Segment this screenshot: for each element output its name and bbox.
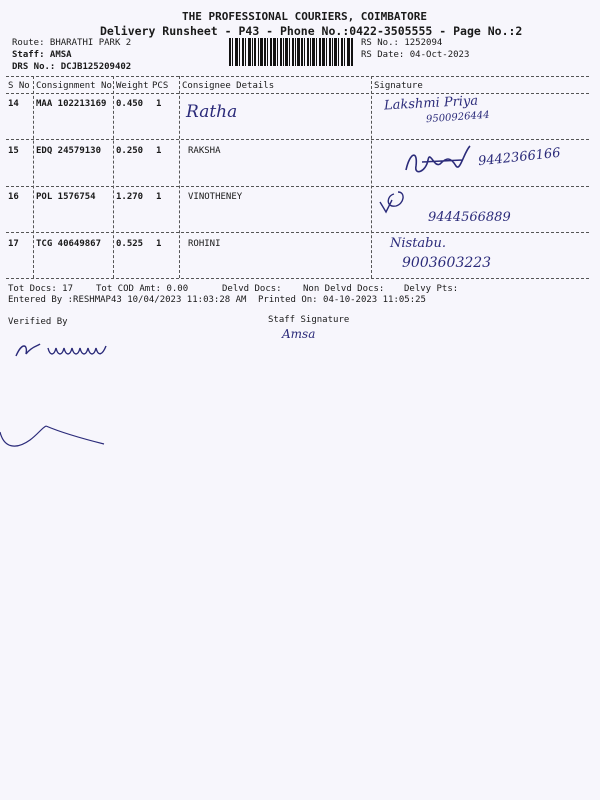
row-consignment: POL 1576754 — [36, 192, 96, 202]
row-consignee: ROHINI — [188, 239, 221, 249]
row-consignment: TCG 40649867 — [36, 239, 102, 249]
col-divider — [113, 76, 114, 278]
row-pcs: 1 — [156, 146, 162, 156]
col-header-weight: Weight — [116, 81, 149, 91]
verifier-signature — [12, 334, 116, 364]
signature-phone: 9003603223 — [402, 255, 492, 271]
row-pcs: 1 — [156, 239, 162, 249]
col-header-consignment: Consignment No — [36, 81, 112, 91]
row-weight: 0.525 — [116, 239, 144, 249]
row-consignee: VINOTHENEY — [188, 192, 243, 202]
signature-name: Nistabu. — [390, 236, 447, 251]
row-weight: 0.450 — [116, 99, 144, 109]
staff-signature-label: Staff Signature — [268, 315, 350, 325]
route-label: Route: BHARATHI PARK 2 — [12, 38, 132, 48]
row-rule — [6, 186, 589, 187]
row-sno: 17 — [8, 239, 19, 249]
row-consignment: MAA 102213169 — [36, 99, 107, 109]
col-header-consignee: Consignee Details — [182, 81, 275, 91]
non-delivered-docs: Non Delvd Docs: — [303, 284, 385, 294]
printed-on: Printed On: 04-10-2023 11:05:25 — [258, 295, 426, 305]
row-rule — [6, 232, 589, 233]
row-weight: 1.270 — [116, 192, 144, 202]
row-consignee: RAKSHA — [188, 146, 221, 156]
drs-number: DRS No.: DCJB125209402 — [12, 62, 132, 72]
col-divider — [371, 76, 372, 278]
row-pcs: 1 — [156, 99, 162, 109]
runsheet-subtitle: Delivery Runsheet - P43 - Phone No.:0422-3505555 - Page No.:2 — [100, 24, 523, 38]
rs-number: RS No.: 1252094 — [361, 38, 443, 48]
table-bottom-rule — [6, 278, 589, 279]
signature-phone: 9500926444 — [425, 109, 490, 126]
col-header-sno: S No — [8, 81, 30, 91]
row-sno: 16 — [8, 192, 19, 202]
staff-label: Staff: AMSA — [12, 50, 72, 60]
signature-scribble — [398, 142, 484, 182]
total-docs: Tot Docs: 17 — [8, 284, 74, 294]
table-header-rule — [6, 93, 589, 94]
signature-phone: 9444566889 — [428, 210, 511, 225]
total-cod-amount: Tot COD Amt: 0.00 — [96, 284, 189, 294]
delivery-points: Delvy Pts: — [404, 284, 459, 294]
entered-by: Entered By :RESHMAP43 10/04/2023 11:03:28 AM — [8, 295, 247, 305]
staff-signature-hand: Amsa — [282, 327, 316, 341]
row-sno: 15 — [8, 146, 19, 156]
row-consignment: EDQ 24579130 — [36, 146, 102, 156]
table-top-rule — [6, 76, 589, 77]
row-pcs: 1 — [156, 192, 162, 202]
row-weight: 0.250 — [116, 146, 144, 156]
consignee-handwriting: Ratha — [186, 102, 238, 122]
col-header-signature: Signature — [374, 81, 423, 91]
signature-name: Lakshmi Priya — [383, 93, 479, 114]
col-header-pcs: PCS — [152, 81, 169, 91]
company-title: THE PROFESSIONAL COURIERS, COIMBATORE — [182, 10, 428, 23]
pen-mark — [0, 420, 110, 460]
barcode — [229, 38, 353, 66]
row-sno: 14 — [8, 99, 19, 109]
col-divider — [179, 76, 180, 278]
col-divider — [33, 76, 34, 278]
verified-by-label: Verified By — [8, 317, 68, 327]
rs-date: RS Date: 04-Oct-2023 — [361, 50, 470, 60]
delivered-docs: Delvd Docs: — [222, 284, 282, 294]
row-rule — [6, 139, 589, 140]
signature-scribble — [376, 186, 416, 218]
signature-phone: 9442366166 — [477, 145, 562, 170]
